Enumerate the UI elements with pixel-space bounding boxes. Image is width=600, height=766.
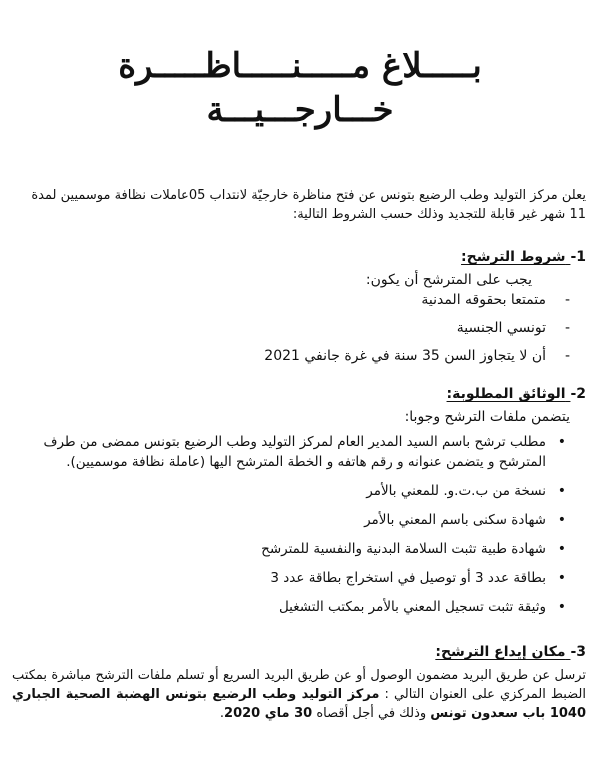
section-3-heading [435,642,586,662]
section-2-number: 2- [570,386,586,402]
list-item: • شهادة طبية تثبت السلامة البدنية والنفسية للمترشح [261,541,566,557]
title-line-1: بـــــلاغ مـــــنـــــاظـــــرة [118,46,482,86]
bullet-marker: • [557,434,566,450]
list-item: • مطلب ترشح باسم السيد المدير العام لمركز التوليد وطب الرضيع بتونس ممضى من طرف المترشح و يتضمن عنوانه و رقم هاتفه و الخطة المترشح اليها (عاملة نظافة موسميين). [43,434,566,470]
dash-marker: - [564,348,570,364]
section-1-number: 1- [570,249,586,265]
section-1-title: شروط الترشح: [461,249,566,265]
list-item: • بطاقة عدد 3 أو توصيل في استخراج بطاقة عدد 3 [270,570,566,586]
list-item: - تونسي الجنسية [20,317,570,345]
bullet-marker: • [557,483,566,499]
section-2-documents-list [24,432,570,626]
bullet-marker: • [557,512,566,528]
section-3-paragraph: ترسل عن طريق البريد مضمون الوصول أو عن طريق البريد السريع أو تسلم ملفات الترشح مباشرة بمكتب الضبط المركزي على العنوان التالي : مركز التوليد وطب الرضيع بتونس الهضبة الصحية الجباري 1040 باب سعدون تونس وذلك في أجل أقصاه 30 ماي 2020. [12,668,586,721]
bullet-marker: • [557,541,566,557]
address-bold: مركز التوليد وطب الرضيع بتونس الهضبة الصحية الجباري 1040 باب سعدون تونس [12,687,586,721]
list-item: • نسخة من ب.ت.و. للمعني بالأمر [366,483,566,499]
announcement-title [0,44,600,132]
deadline-bold: 30 ماي 2020 [224,706,313,721]
section-1-lead: يجب على المترشح أن يكون: [365,272,532,288]
dash-marker: - [564,292,570,308]
section-2-lead: يتضمن ملفات الترشح وجوبا: [404,409,570,425]
list-item: - أن لا يتجاوز السن 35 سنة في غرة جانفي 2021 [20,345,570,373]
bullet-marker: • [557,570,566,586]
list-item: - متمتعا بحقوقه المدنية [20,289,570,317]
bullet-marker: • [557,599,566,615]
section-1-conditions-list [20,289,570,373]
section-2-title: الوثائق المطلوبة: [446,386,566,402]
dash-marker: - [564,320,570,336]
section-3-title: مكان إيداع الترشح: [435,644,566,660]
section-2-heading [447,384,586,404]
section-1-heading [461,247,586,267]
intro-paragraph: يعلن مركز التوليد وطب الرضيع بتونس عن فتح مناظرة خارجيّة لانتداب 05عاملات نظافة موسميين لمدة 11 شهر غير قابلة للتجديد وذلك حسب الشروط التالية: [31,188,586,222]
section-3-number: 3- [570,644,586,660]
list-item: • وثيقة تثبت تسجيل المعني بالأمر بمكتب التشغيل [278,599,566,615]
list-item: • شهادة سكنى باسم المعني بالأمر [364,512,566,528]
title-line-2: خـــارجـــيـــة [206,90,394,130]
